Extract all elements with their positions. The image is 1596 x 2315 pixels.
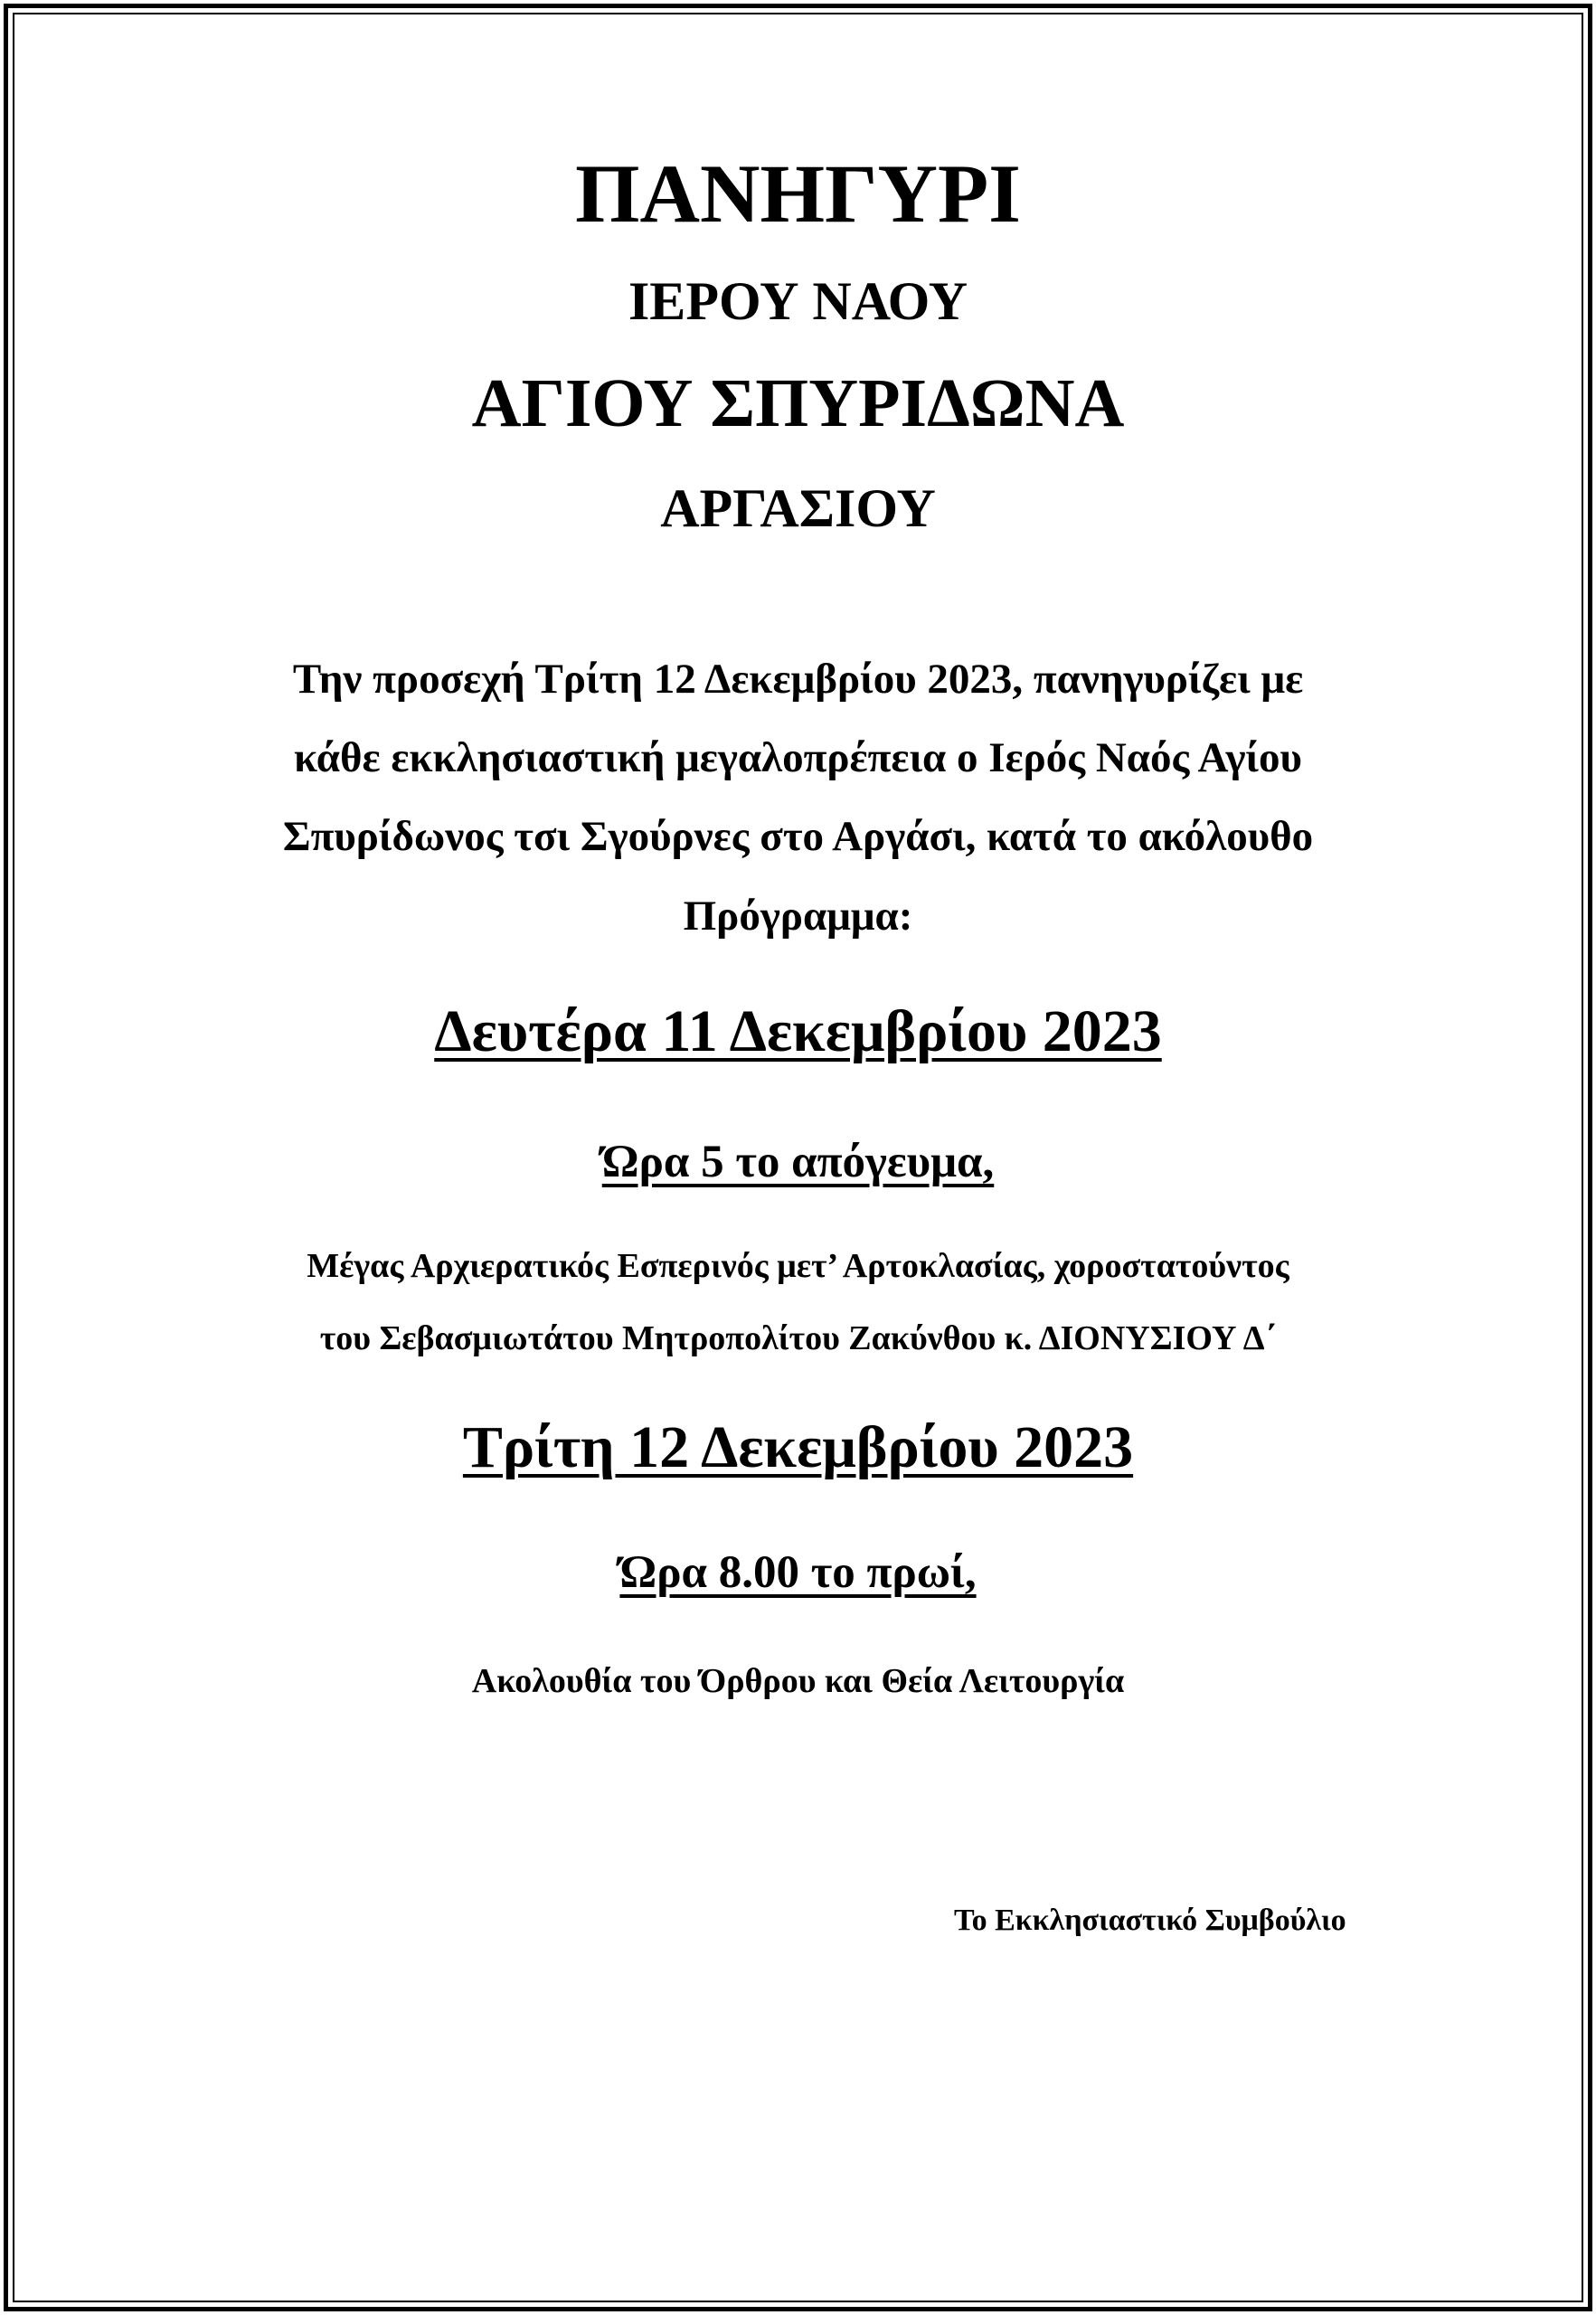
intro-line-3: Σπυρίδωνος τσι Σγούρνες στο Αργάσι, κατά το ακόλουθο [282, 813, 1314, 860]
church-line-3: ΑΡΓΑΣΙΟΥ [660, 478, 936, 538]
schedule-day-2-text: Τρίτη 12 Δεκεμβρίου 2023 [462, 1414, 1134, 1480]
intro-line-1: Την προσεχή Τρίτη 12 Δεκεμβρίου 2023, πανηγυρίζει με [292, 656, 1304, 703]
schedule-time-1 [0, 1139, 1596, 1186]
schedule-day-1 [0, 998, 1596, 1064]
intro-line-2: κάθε εκκλησιαστική μεγαλοπρέπεια ο Ιερός Ναός Αγίου [294, 734, 1302, 781]
schedule-desc-2-line-1: Ακολουθία του Όρθρου και Θεία Λειτουργία [471, 1662, 1125, 1700]
schedule-desc-1-line-1: Μέγας Αρχιερατικός Εσπερινός μετ’ Αρτοκλασίας, χοροστατούντος [307, 1247, 1289, 1285]
schedule-time-2-text: Ώρα 8.00 το πρωί, [619, 1547, 977, 1598]
announcement-title: ΠΑΝΗΓΥΡΙ [575, 147, 1021, 240]
church-line-2: ΑΓΙΟΥ ΣΠΥΡΙΔΩΝΑ [471, 365, 1125, 441]
intro-line-4: Πρόγραμμα: [683, 893, 913, 940]
schedule-time-1-text: Ώρα 5 το απόγευμα, [601, 1137, 995, 1187]
schedule-desc-1-line-2: του Σεβασμιωτάτου Μητροπολίτου Ζακύνθου κ. ΔΙΟΝΥΣΙΟΥ Δ΄ [319, 1319, 1277, 1357]
signature: Το Εκκλησιαστικό Συμβούλιο [954, 1904, 1346, 1937]
schedule-time-2 [0, 1547, 1596, 1598]
schedule-day-1-text: Δευτέρα 11 Δεκεμβρίου 2023 [434, 998, 1162, 1064]
church-line-1: ΙΕΡΟΥ ΝΑΟΥ [628, 271, 968, 331]
schedule-day-2 [0, 1414, 1596, 1480]
